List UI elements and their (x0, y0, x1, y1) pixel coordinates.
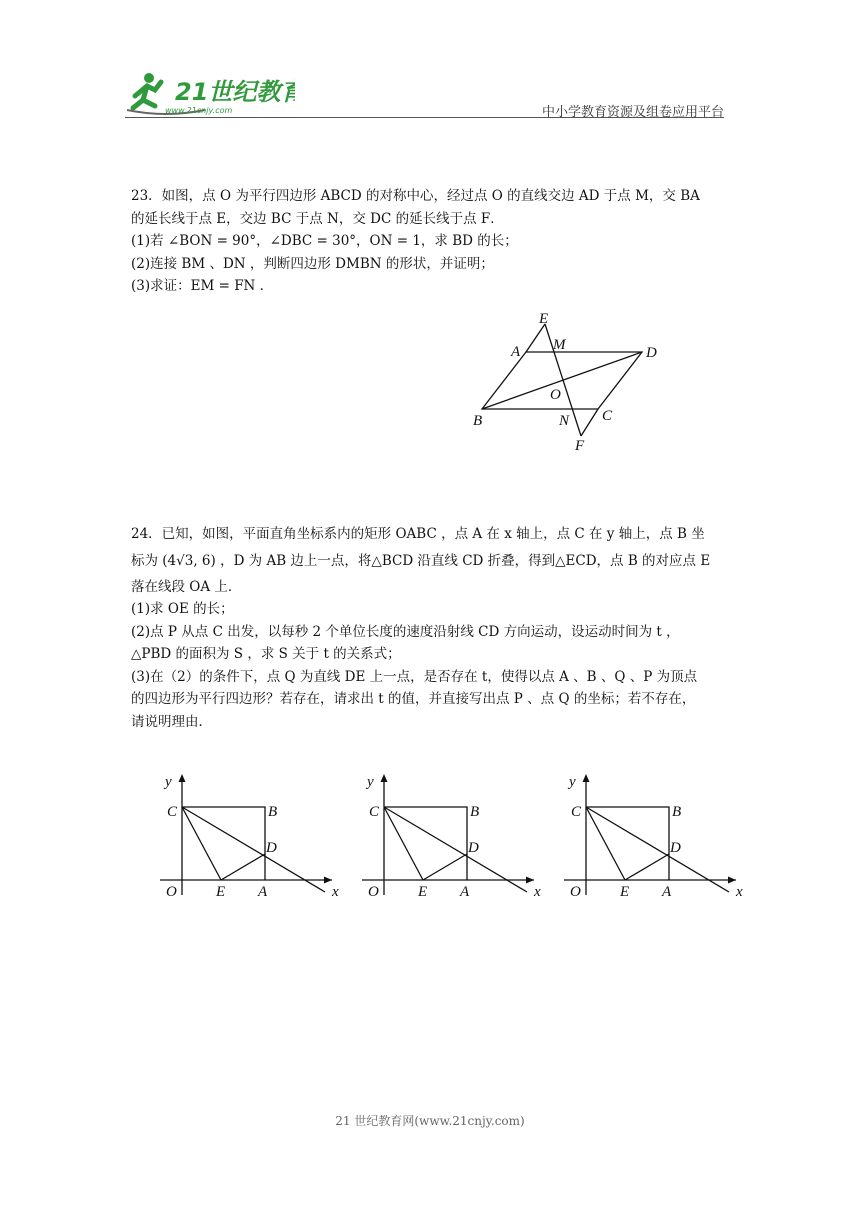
q24-part-3a: (3)在（2）的条件下，点 Q 为直线 DE 上一点，是否存在 t，使得以点 A 、B 、Q 、P 为顶点 (131, 668, 698, 685)
figure-24-coordinate-2 (362, 770, 552, 905)
q23-stem-line-1: 23．如图，点 O 为平行四边形 ABCD 的对称中心，经过点 O 的直线交边 AD 于点 M，交 BA (131, 188, 700, 204)
label-M: M (553, 337, 566, 353)
logo-wordmark: 21世纪教育 (175, 78, 295, 106)
label-F: F (575, 438, 585, 454)
label-N: N (559, 413, 570, 429)
label-y: y (367, 774, 374, 790)
label-D: D (468, 840, 479, 856)
label-C: C (369, 804, 380, 820)
footer: 21 世纪教育网(www.21cnjy.com) (335, 1114, 525, 1128)
figure-24-coordinate-3 (564, 770, 754, 905)
label-D: D (670, 840, 681, 856)
q24-part-3c: 请说明理由． (131, 713, 212, 730)
label-E: E (216, 884, 226, 900)
label-A: A (511, 344, 521, 360)
label-O: O (368, 884, 379, 900)
label-C: C (571, 804, 582, 820)
label-x: x (332, 884, 339, 900)
label-B: B (672, 804, 682, 820)
label-C: C (602, 408, 613, 424)
q24-part-2a: (2)点 P 从点 C 出发，以每秒 2 个单位长度的速度沿射线 CD 方向运动，设运动时间为 t ， (131, 623, 680, 640)
q24-part-1: (1)求 OE 的长； (131, 601, 234, 617)
q24-part-2b: △PBD 的面积为 S ，求 S 关于 t 的关系式； (131, 646, 401, 662)
q23-stem-line-2: 的延长线于点 E，交边 BC 于点 N，交 DC 的延长线于点 F． (131, 210, 504, 227)
q24-part-3b: 的四边形为平行四边形？若存在，请求出 t 的值，并直接写出点 P 、点 Q 的坐标；若不存在， (131, 691, 696, 707)
label-D: D (266, 840, 277, 856)
q24-stem-line-1: 24．已知，如图，平面直角坐标系内的矩形 OABC ，点 A 在 x 轴上，点 C 在 y 轴上，点 B 坐 (131, 526, 705, 542)
label-C: C (167, 804, 178, 820)
label-A: A (662, 884, 672, 900)
label-O: O (570, 884, 581, 900)
label-B: B (473, 413, 483, 429)
label-E: E (418, 884, 428, 900)
header-divider (125, 117, 724, 118)
figure-23-parallelogram (465, 308, 675, 458)
label-B: B (470, 804, 480, 820)
q24-stem-line-2: 标为 (4√3, 6) ，D 为 AB 边上一点，将△BCD 沿直线 CD 折叠，得到△ECD，点 B 的对应点 E (131, 552, 711, 569)
q23-part-2: (2)连接 BM 、DN ，判断四边形 DMBN 的形状，并证明； (131, 255, 494, 272)
label-x: x (736, 884, 743, 900)
label-y: y (569, 774, 576, 790)
label-x: x (534, 884, 541, 900)
label-E: E (620, 884, 630, 900)
site-logo (125, 66, 295, 118)
q23-part-3: (3)求证：EM = FN ． (131, 278, 274, 294)
label-A: A (258, 884, 268, 900)
figure-24-coordinate-1 (160, 770, 350, 905)
platform-title: 中小学教育资源及组卷应用平台 (541, 105, 724, 120)
label-E: E (539, 311, 549, 327)
q24-stem-line-3: 落在线段 OA 上． (131, 578, 242, 595)
label-A: A (460, 884, 470, 900)
label-D: D (646, 345, 657, 361)
question-24 (131, 523, 731, 733)
q23-part-1: (1)若 ∠BON = 90°，∠DBC = 30°，ON = 1，求 BD 的长； (131, 233, 518, 249)
label-y: y (165, 774, 172, 790)
label-B: B (268, 804, 278, 820)
logo-url: www.21cnjy.com (165, 106, 233, 115)
label-O: O (166, 884, 177, 900)
question-23 (131, 185, 731, 298)
label-O: O (550, 387, 561, 403)
